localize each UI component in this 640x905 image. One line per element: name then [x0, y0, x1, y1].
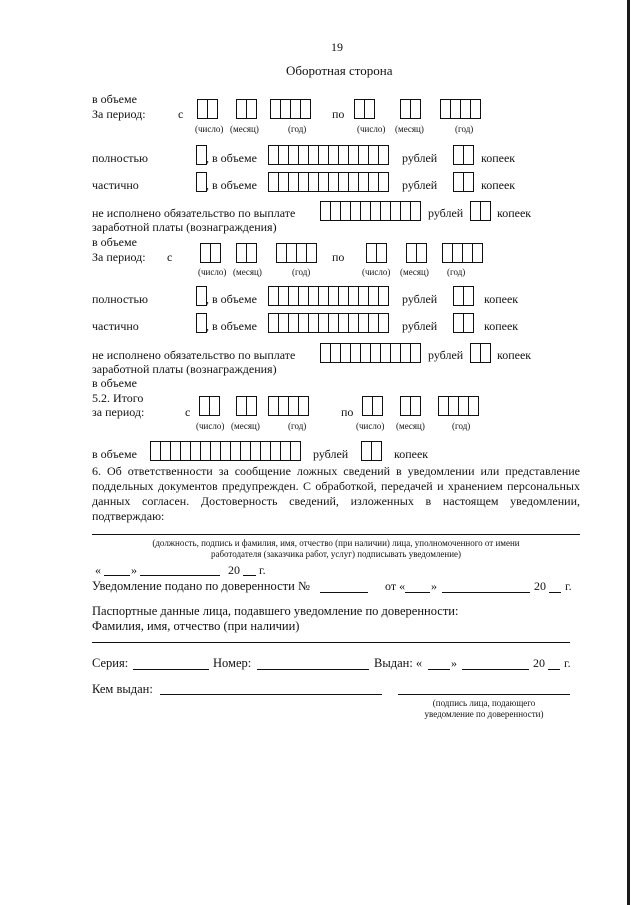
caption-day: (число) — [362, 267, 391, 277]
vydan-year-line[interactable] — [548, 669, 560, 670]
label-po: по — [341, 405, 354, 419]
total-from-year[interactable] — [268, 396, 309, 416]
amount-rubles[interactable] — [268, 172, 389, 192]
caption-day: (число) — [196, 421, 225, 431]
amount-kopecks[interactable] — [453, 172, 474, 192]
vydan-close-quote: » — [451, 656, 457, 670]
caption-year: (год) — [452, 421, 471, 431]
caption-day: (число) — [198, 267, 227, 277]
amount-kopecks[interactable] — [453, 286, 474, 306]
date-day-line[interactable] — [104, 575, 130, 576]
label-ne-ispolneno: не исполнено обязательство по выплате — [92, 348, 296, 362]
label-v-obeme: , в объеме — [206, 319, 257, 333]
proxy-ot: от « — [385, 579, 406, 593]
label-rubley: рублей — [313, 447, 349, 461]
period-to-month[interactable] — [406, 243, 427, 263]
caption-year: (год) — [288, 124, 307, 134]
period-from-day[interactable] — [200, 243, 221, 263]
label-rubley: рублей — [402, 319, 438, 333]
date-close-quote: » — [131, 563, 137, 577]
seriya-label: Серия: — [92, 656, 129, 670]
period-to-year[interactable] — [442, 243, 483, 263]
amount-rubles[interactable] — [268, 145, 389, 165]
label-ne-ispolneno: не исполнено обязательство по выплате — [92, 206, 296, 220]
date-month-line[interactable] — [140, 575, 220, 576]
label-polnostyu: полностью — [92, 151, 148, 165]
proxy-number-line[interactable] — [320, 592, 368, 593]
label-chastichno: частично — [92, 319, 139, 333]
period-to-day[interactable] — [354, 99, 375, 119]
label-za-period: За период: — [92, 250, 146, 264]
label-po: по — [332, 250, 345, 264]
label-po: по — [332, 107, 345, 121]
proxy-notice-label: Уведомление подано по доверенности № — [92, 579, 310, 593]
label-kopeek: копеек — [484, 319, 519, 333]
label-v-obeme: , в объеме — [206, 178, 257, 192]
total-to-year[interactable] — [438, 396, 479, 416]
kem-vydan-label: Кем выдан: — [92, 682, 153, 696]
label-chastichno: частично — [92, 178, 139, 192]
period-from-month[interactable] — [236, 99, 257, 119]
label-s: с — [185, 405, 191, 419]
caption-year: (год) — [288, 421, 307, 431]
label-rubley: рублей — [402, 292, 438, 306]
label-ne-ispolneno: заработной платы (вознаграждения) — [92, 220, 277, 234]
caption-month: (месяц) — [233, 267, 262, 277]
proxy-day-line[interactable] — [405, 592, 430, 593]
caption-year: (год) — [455, 124, 474, 134]
total-to-day[interactable] — [362, 396, 383, 416]
nomer-label: Номер: — [213, 656, 252, 670]
page-number: 19 — [331, 40, 343, 54]
period-to-day[interactable] — [366, 243, 387, 263]
label-v-obeme: в объеме — [92, 376, 137, 390]
label-v-obeme: , в объеме — [206, 292, 257, 306]
fio-line[interactable] — [92, 642, 570, 643]
proxy-signature-caption: уведомление по доверенности) — [424, 709, 544, 719]
label-rubley: рублей — [428, 348, 464, 362]
unpaid-kopecks[interactable] — [470, 343, 491, 363]
fio-label: Фамилия, имя, отчество (при наличии) — [92, 619, 300, 633]
signature-caption: работодателя (заказчика работ, услуг) подписывать уведомление) — [210, 549, 462, 559]
liability-statement: 6. Об ответственности за сообщение ложных сведений в уведомлении или представление поддельных документов предупрежден. С обработкой, передачей и хранением персональных данных согласен. Достоверность сведений, изложенных в настоящем уведомлении, подтверждаю: — [92, 464, 580, 523]
vydan-day-line[interactable] — [428, 669, 450, 670]
label-s: с — [167, 250, 173, 264]
proxy-year: 20 — [534, 579, 546, 593]
label-kopeek: копеек — [394, 447, 429, 461]
label-v-obeme: в объеме — [92, 92, 137, 106]
label-rubley: рублей — [402, 151, 438, 165]
label-v-obeme: в объеме — [92, 235, 137, 249]
caption-month: (месяц) — [396, 421, 425, 431]
label-za-period: За период: — [92, 107, 146, 121]
caption-month: (месяц) — [400, 267, 429, 277]
period-from-year[interactable] — [276, 243, 317, 263]
vydan-month-line[interactable] — [462, 669, 529, 670]
date-year-line[interactable] — [243, 575, 256, 576]
caption-day: (число) — [357, 124, 386, 134]
label-kopeek: копеек — [484, 292, 519, 306]
label-ne-ispolneno: заработной платы (вознаграждения) — [92, 362, 277, 376]
total-from-month[interactable] — [236, 396, 257, 416]
total-to-month[interactable] — [400, 396, 421, 416]
proxy-close-quote: » — [431, 579, 437, 593]
proxy-g: г. — [565, 579, 572, 593]
unpaid-kopecks[interactable] — [470, 201, 491, 221]
period-to-year[interactable] — [440, 99, 481, 119]
label-rubley: рублей — [428, 206, 464, 220]
caption-day: (число) — [195, 124, 224, 134]
date-g: г. — [259, 563, 266, 577]
amount-kopecks[interactable] — [453, 145, 474, 165]
page-title: Оборотная сторона — [286, 63, 393, 78]
period-from-year[interactable] — [270, 99, 311, 119]
label-kopeek: копеек — [497, 206, 532, 220]
label-rubley: рублей — [402, 178, 438, 192]
nomer-line[interactable] — [257, 669, 369, 670]
period-to-month[interactable] — [400, 99, 421, 119]
period-from-day[interactable] — [197, 99, 218, 119]
label-polnostyu: полностью — [92, 292, 148, 306]
vydan-label: Выдан: « — [374, 656, 423, 670]
total-from-day[interactable] — [199, 396, 220, 416]
signature-caption: (должность, подпись и фамилия, имя, отчество (при наличии) лица, уполномоченного от имени — [152, 538, 520, 548]
label-itogo: 5.2. Итого — [92, 391, 144, 405]
vydan-year: 20 — [533, 656, 545, 670]
caption-month: (месяц) — [231, 421, 260, 431]
total-kopecks[interactable] — [361, 441, 382, 461]
period-from-month[interactable] — [236, 243, 257, 263]
proxy-signature-caption: (подпись лица, подающего — [432, 698, 536, 708]
amount-kopecks[interactable] — [453, 313, 474, 333]
label-s: с — [178, 107, 184, 121]
label-v-obeme: в объеме — [92, 447, 137, 461]
total-rubles[interactable] — [150, 441, 301, 461]
proxy-year-line[interactable] — [549, 592, 561, 593]
kem-vydan-line[interactable] — [160, 694, 382, 695]
date-year-prefix: 20 — [228, 563, 240, 577]
label-kopeek: копеек — [481, 178, 516, 192]
proxy-signature-line[interactable] — [398, 694, 570, 695]
caption-month: (месяц) — [230, 124, 259, 134]
caption-day: (число) — [356, 421, 385, 431]
caption-year: (год) — [292, 267, 311, 277]
amount-rubles[interactable] — [268, 286, 389, 306]
unpaid-rubles[interactable] — [320, 343, 421, 363]
unpaid-rubles[interactable] — [320, 201, 421, 221]
label-za-period: за период: — [92, 405, 145, 419]
seriya-line[interactable] — [133, 669, 209, 670]
label-kopeek: копеек — [497, 348, 532, 362]
label-kopeek: копеек — [481, 151, 516, 165]
caption-year: (год) — [447, 267, 466, 277]
label-v-obeme: , в объеме — [206, 151, 257, 165]
caption-month: (месяц) — [395, 124, 424, 134]
signature-line[interactable] — [92, 534, 580, 535]
amount-rubles[interactable] — [268, 313, 389, 333]
proxy-month-line[interactable] — [442, 592, 530, 593]
date-open-quote: « — [95, 563, 101, 577]
passport-heading: Паспортные данные лица, подавшего уведомление по доверенности: — [92, 604, 459, 618]
vydan-g: г. — [564, 656, 571, 670]
